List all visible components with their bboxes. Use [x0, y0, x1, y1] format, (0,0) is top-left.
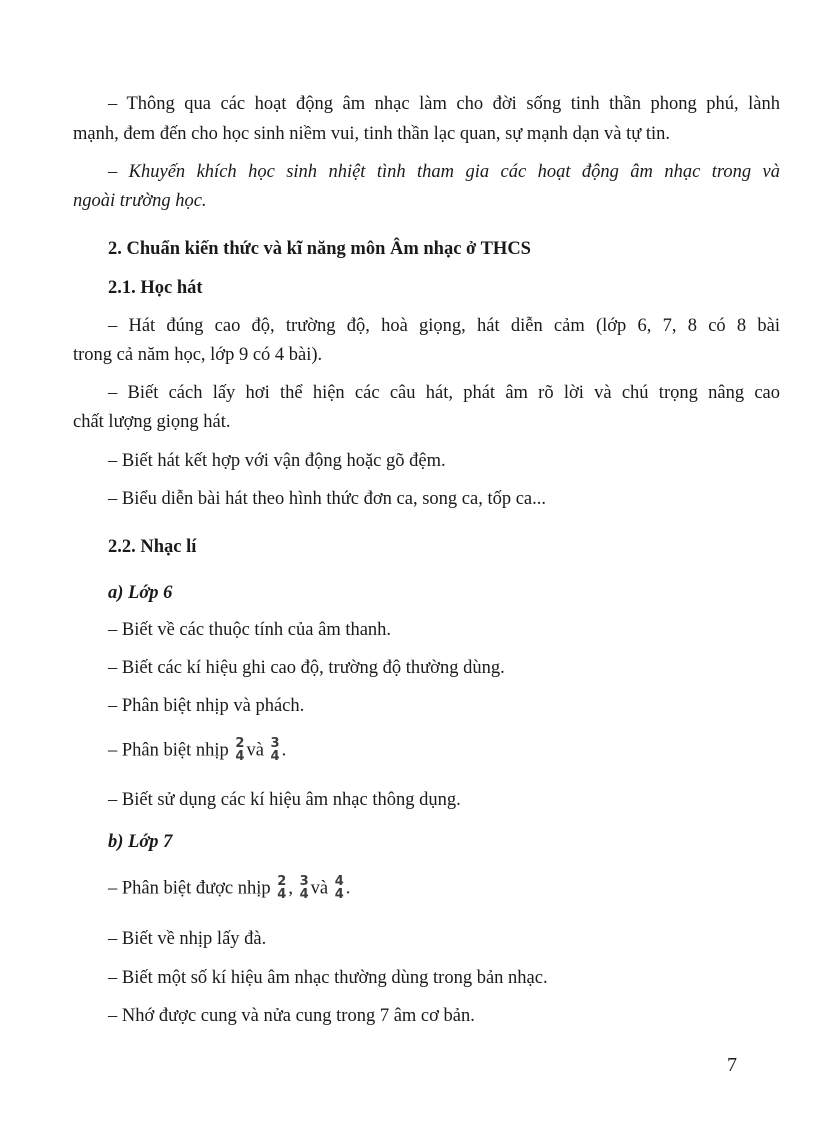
intro-bullet-1-line-1: – Thông qua các hoạt động âm nhạc làm cho đời sống tinh thần phong phú, lành: [108, 94, 780, 114]
section-2-heading: 2. Chuẩn kiến thức và kĩ năng môn Âm nhạc ở THCS: [108, 239, 531, 259]
time-signature-3-4: [271, 737, 280, 763]
time-signature-denominator: 4: [299, 887, 309, 902]
time-signature-numerator: 3: [270, 736, 280, 751]
intro-bullet-2-line-2: ngoài trường học.: [73, 191, 207, 211]
grade-7-item-3: – Biết một số kí hiệu âm nhạc thường dùng trong bản nhạc.: [108, 968, 548, 988]
singing-item-4: – Biểu diễn bài hát theo hình thức đơn ca, song ca, tốp ca...: [108, 489, 547, 509]
grade-7-item-1-conjunction: và: [310, 878, 329, 899]
time-signature-numerator: 2: [235, 736, 245, 751]
singing-item-1-line-2: trong cả năm học, lớp 9 có 4 bài).: [73, 345, 323, 365]
time-signature-3-4: [300, 875, 309, 901]
time-signature-2-4: [277, 875, 286, 901]
grade-6-heading: a) Lớp 6: [108, 583, 173, 603]
grade-7-item-2: – Biết về nhịp lấy đà.: [108, 929, 267, 949]
singing-item-2-line-1: – Biết cách lấy hơi thể hiện các câu hát, phát âm rõ lời và chú trọng nâng cao: [108, 383, 780, 403]
grade-7-item-4: – Nhớ được cung và nửa cung trong 7 âm cơ bản.: [108, 1006, 475, 1026]
grade-6-item-1: – Biết về các thuộc tính của âm thanh.: [108, 620, 392, 640]
singing-item-2-line-2: chất lượng giọng hát.: [73, 412, 231, 432]
grade-6-item-3: – Phân biệt nhịp và phách.: [108, 696, 305, 716]
grade-6-item-4: [108, 738, 780, 764]
grade-6-item-2: – Biết các kí hiệu ghi cao độ, trường độ thường dùng.: [108, 658, 505, 678]
fraction-separator: ,: [288, 878, 293, 899]
grade-7-item-1-suffix: .: [345, 878, 351, 899]
time-signature-4-4: [335, 875, 344, 901]
time-signature-numerator: 3: [299, 874, 309, 889]
page-number: 7: [727, 1054, 737, 1076]
time-signature-denominator: 4: [235, 749, 245, 764]
time-signature-numerator: 2: [277, 874, 287, 889]
intro-bullet-2-line-1: – Khuyến khích học sinh nhiệt tình tham gia các hoạt động âm nhạc trong và: [108, 162, 780, 182]
grade-7-item-1: [108, 876, 780, 902]
intro-bullet-1-line-2: mạnh, đem đến cho học sinh niềm vui, tinh thần lạc quan, sự mạnh dạn và tự tin.: [73, 124, 671, 144]
grade-6-item-4-prefix: – Phân biệt nhịp: [108, 740, 229, 761]
grade-6-item-4-conjunction: và: [246, 740, 264, 761]
singing-item-1-line-1: – Hát đúng cao độ, trường độ, hoà giọng, hát diễn cảm (lớp 6, 7, 8 có 8 bài: [108, 316, 780, 336]
section-2-2-heading: 2.2. Nhạc lí: [108, 537, 197, 557]
time-signature-numerator: 4: [334, 874, 344, 889]
time-signature-denominator: 4: [334, 887, 344, 902]
time-signature-2-4: [235, 737, 244, 763]
section-2-1-heading: 2.1. Học hát: [108, 278, 203, 298]
grade-6-item-4-suffix: .: [281, 740, 287, 761]
time-signature-denominator: 4: [277, 887, 287, 902]
time-signature-denominator: 4: [270, 749, 280, 764]
singing-item-3: – Biết hát kết hợp với vận động hoặc gõ đệm.: [108, 451, 446, 471]
grade-7-item-1-prefix: – Phân biệt được nhịp: [108, 878, 271, 899]
grade-7-heading: b) Lớp 7: [108, 832, 173, 852]
grade-6-item-5: – Biết sử dụng các kí hiệu âm nhạc thông dụng.: [108, 790, 461, 810]
